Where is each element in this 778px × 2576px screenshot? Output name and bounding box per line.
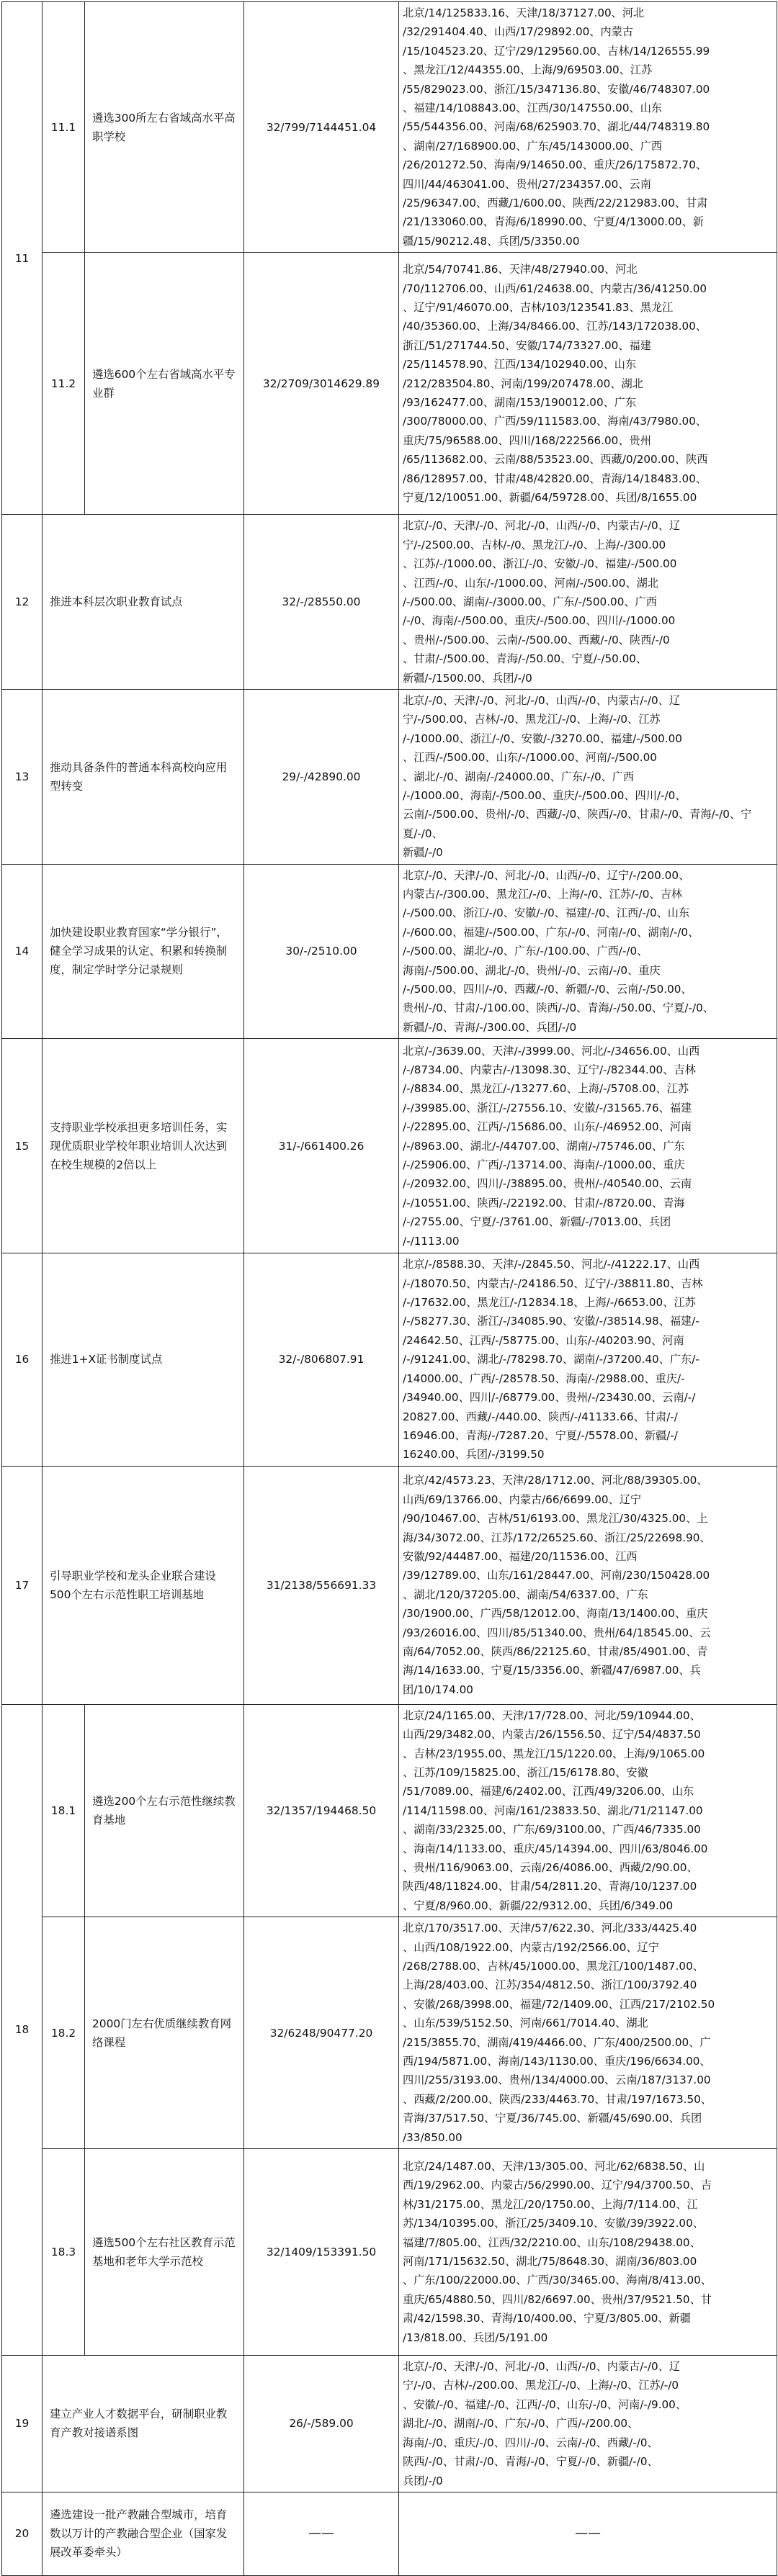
table-row [2,253,777,515]
task-table [1,1,777,2576]
province-distribution: 北京/24/1487.00、天津/13/305.00、河北/62/6838.50、山 西/19/2962.00、内蒙古/56/2990.00、辽宁/94/3700.50、吉 林/31/2175.00、黑龙江/20/1750.00、上海/7/114.00、江 苏/134/10395.00、浙江/25/3409.10、安徽/39/3922.00、 福建/7/805.00、江西/32/2210.00、山东/108/29438.00、 河南/171/15632.50、湖北/75/8648.30、湖南/36/803.00 、广东/100/22000.00、广西/30/3465.00、海南/8/413.00、 重庆/65/4880.50、四川/82/6697.00、贵州/37/9521.50、甘 肃/42/1598.30、青海/10/400.00、宁夏/3/805.00、新疆 /13/818.00、兵团/5/191.00 [399,2149,777,2356]
task-description: 遴选500个左右社区教育示范基地和老年大学示范校 [85,2149,244,2356]
summary-stat: 32/1357/194468.50 [244,1704,399,1917]
table-row [2,864,777,1039]
table-row [2,2149,777,2356]
table-row [2,1039,777,1253]
sub-item-number: 18.3 [43,2149,85,2356]
province-distribution: 北京/-/0、天津/-/0、河北/-/0、山西/-/0、内蒙古/-/0、辽 宁/-/500.00、吉林/-/0、黑龙江/-/0、上海/-/0、江苏 /-/1000.00、浙江/-/0、安徽/-/3270.00、福建/-/500.00 、江西/-/500.00、山东/-/1000.00、河南/-/500.00 、湖北/-/0、湖南/-/24000.00、广东/-/0、广西 /-/1000.00、海南/-/500.00、重庆/-/500.00、四川/-/0、 云南/-/500.00、贵州/-/0、西藏/-/0、陕西/-/0、甘肃/-/0、青海/-/0、宁夏/-/0、 新疆/-/0 [399,689,777,864]
sub-item-number: 18.2 [43,1917,85,2149]
summary-stat: 26/-/589.00 [244,2356,399,2492]
row-number: 19 [2,2356,43,2492]
province-distribution: —— [399,2492,777,2575]
province-distribution: 北京/14/125833.16、天津/18/37127.00、河北 /32/291404.40、山西/17/29892.00、内蒙古 /15/104523.20、辽宁/29/129560.00、吉林/14/126555.99 、黑龙江/12/44355.00、上海/9/69503.00、江苏 /55/829023.00、浙江/15/347136.80、安徽/46/748307.00 、福建/14/108843.00、江西/30/147550.00、山东 /55/544356.00、河南/68/625903.70、湖北/44/748319.80 、湖南/27/168900.00、广东/45/143000.00、广西 /26/201272.50、海南/9/14650.00、重庆/26/175872.70、 四川/44/463041.00、贵州/27/234357.00、云南 /25/96347.00、西藏/1/600.00、陕西/22/212983.00、甘肃 /21/133060.00、青海/6/18990.00、宁夏/4/13000.00、新 疆/15/90212.48、兵团/5/3350.00 [399,2,777,253]
task-description: 遴选600个左右省域高水平专业群 [85,253,244,515]
sub-item-number: 11.1 [43,2,85,253]
table-row [2,689,777,864]
task-description: 推动具备条件的普通本科高校向应用型转变 [43,689,244,864]
row-number: 17 [2,1466,43,1704]
summary-stat: 32/2709/3014629.89 [244,253,399,515]
summary-stat: 32/-/806807.91 [244,1253,399,1466]
row-number: 16 [2,1253,43,1466]
province-distribution: 北京/-/3639.00、天津/-/3999.00、河北/-/34656.00、山西 /-/8734.00、内蒙古/-/13098.30、辽宁/-/82344.00、吉林 /-/8834.00、黑龙江/-/13277.60、上海/-/5708.00、江苏 /-/39985.00、浙江/-/27556.10、安徽/-/31565.76、福建 /-/22895.00、江西/-/15686.00、山东/-/46952.00、河南 /-/8963.00、湖北/-/44707.00、湖南/-/75746.00、广东 /-/25906.00、广西/-/13714.00、海南/-/1000.00、重庆 /-/20932.00、四川/-/38895.00、贵州/-/40540.00、云南 /-/10551.00、陕西/-/22192.00、甘肃/-/8720.00、青海 /-/2755.00、宁夏/-/3761.00、新疆/-/7013.00、兵团 /-/1113.00 [399,1039,777,1253]
summary-stat: 31/-/661400.26 [244,1039,399,1253]
summary-stat: 32/1409/153391.50 [244,2149,399,2356]
sub-item-number: 18.1 [43,1704,85,1917]
province-distribution: 北京/42/4573.23、天津/28/1712.00、河北/88/39305.00、 山西/69/13766.00、内蒙古/66/6699.00、辽宁 /90/10467.00、吉林/51/6193.00、黑龙江/30/4325.00、上 海/34/3072.00、江苏/172/26525.60、浙江/25/22698.90、 安徽/92/44487.00、福建/20/11536.00、江西 /39/12789.00、山东/161/28447.00、河南/230/150428.00 、湖北/120/37205.00、湖南/54/6337.00、广东 /30/1900.00、广西/58/12012.00、海南/13/1400.00、重庆 /93/26016.00、四川/85/51340.00、贵州/64/18545.00、云 南/64/7052.00、陕西/86/22125.60、甘肃/85/4901.00、青 海/14/1633.00、宁夏/15/3356.00、新疆/47/6987.00、兵 团/10/174.00 [399,1466,777,1704]
task-description: 遴选建设一批产教融合型城市，培育数以万计的产教融合型企业（国家发展改革委牵头） [43,2492,244,2575]
table-row [2,2356,777,2492]
summary-stat: 31/2138/556691.33 [244,1466,399,1704]
province-distribution: 北京/-/0、天津/-/0、河北/-/0、山西/-/0、辽宁/-/200.00、 内蒙古/-/300.00、黑龙江/-/0、上海/-/0、江苏/-/0、吉林 /-/500.00、浙江/-/0、安徽/-/0、福建/-/0、江西/-/0、山东 /-/600.00、福建/-/500.00、广东/-/0、河南/-/0、湖南/-/0、 /-/500.00、湖北/-/0、广东/-/100.00、广西/-/0、 海南/-/500.00、湖北/-/0、贵州/-/0、云南/-/0、重庆 /-/500.00、四川/-/0、西藏/-/0、新疆/-/0、云南/-/50.00、 贵州/-/0、甘肃/-/100.00、陕西/-/0、青海/-/50.00、宁夏/-/0、 新疆/-/0、青海/-/300.00、兵团/-/0 [399,864,777,1039]
row-number: 12 [2,515,43,690]
task-description: 引导职业学校和龙头企业联合建设500个左右示范性职工培训基地 [43,1466,244,1704]
table-row [2,2492,777,2575]
summary-stat: 32/799/7144451.04 [244,2,399,253]
row-number: 11 [2,2,43,515]
province-distribution: 北京/-/0、天津/-/0、河北/-/0、山西/-/0、内蒙古/-/0、辽 宁/-/2500.00、吉林/-/0、黑龙江/-/0、上海/-/300.00 、江苏/-/1000.00、浙江/-/0、安徽/-/0、福建/-/500.00 、江西/-/0、山东/-/1000.00、河南/-/500.00、湖北 /-/500.00、湖南/-/3000.00、广东/-/500.00、广西 /-/0、海南/-/500.00、重庆/-/500.00、四川/-/1000.00 、贵州/-/500.00、云南/-/500.00、西藏/-/0、陕西/-/0 、甘肃/-/500.00、青海/-/50.00、宁夏/-/50.00、 新疆/-/1500.00、兵团/-/0 [399,515,777,690]
row-number: 13 [2,689,43,864]
summary-stat: —— [244,2492,399,2575]
row-number: 14 [2,864,43,1039]
task-description: 2000门左右优质继续教育网络课程 [85,1917,244,2149]
summary-stat: 30/-/2510.00 [244,864,399,1039]
table-row [2,515,777,690]
task-description: 遴选300所左右省域高水平高职学校 [85,2,244,253]
province-distribution: 北京/-/8588.30、天津/-/2845.50、河北/-/41222.17、山西 /-/18070.50、内蒙古/-/24186.50、辽宁/-/38811.80、吉林 /-/17632.00、黑龙江/-/12834.18、上海/-/6653.00、江苏 /-/58277.30、浙江/-/34085.90、安徽/-/38514.98、福建/- /24642.50、江西/-/58775.00、山东/-/40203.90、河南 /-/91241.00、湖北/-/78298.70、湖南/-/37200.40、广东/- /14000.00、广西/-/28578.50、海南/-/2988.00、重庆/- /34940.00、四川/-/68779.00、贵州/-/23430.00、云南/-/ 20827.00、西藏/-/440.00、陕西/-/41133.66、甘肃/-/ 16946.00、青海/-/7287.20、宁夏/-/5578.00、新疆/-/ 16240.00、兵团/-/3199.50 [399,1253,777,1466]
summary-stat: 32/-/28550.00 [244,515,399,690]
summary-stat: 32/6248/90477.20 [244,1917,399,2149]
task-description: 推进1+X证书制度试点 [43,1253,244,1466]
table-row [2,2,777,253]
table-row [2,1704,777,1917]
task-description: 建立产业人才数据平台，研制职业教育产教对接谱系图 [43,2356,244,2492]
table-row [2,1466,777,1704]
province-distribution: 北京/-/0、天津/-/0、河北/-/0、山西/-/0、内蒙古/-/0、辽 宁/-/0、吉林/-/200.00、黑龙江/-/0、上海/-/0、江苏/-/0 、安徽/-/0、福建/-/0、江西/-/0、山东/-/0、河南/-/9.00、 湖北/-/0、湖南/-/0、广东/-/0、广西/-/200.00、 海南/-/0、重庆/-/0、四川/-/0、云南/-/0、西藏/-/0、 陕西/-/0、甘肃/-/0、青海/-/0、宁夏/-/0、新疆/-/0、 兵团/-/0 [399,2356,777,2492]
province-distribution: 北京/54/70741.86、天津/48/27940.00、河北 /70/112706.00、山西/61/24638.00、内蒙古/36/41250.00 、辽宁/91/46070.00、吉林/103/123541.83、黑龙江 /40/35360.00、上海/34/8466.00、江苏/143/172038.00、 浙江/51/271744.50、安徽/174/73327.00、福建 /25/114578.90、江西/134/102940.00、山东 /212/283504.80、河南/199/207478.00、湖北 /93/162477.00、湖南/153/190012.00、广东 /300/78000.00、广西/59/111583.00、海南/43/7980.00、 重庆/75/96588.00、四川/168/222566.00、贵州 /65/113682.00、云南/88/53523.00、西藏/0/200.00、陕西 /86/128957.00、甘肃/48/42820.00、青海/14/18483.00、 宁夏/12/10051.00、新疆/64/59728.00、兵团/8/1655.00 [399,253,777,515]
row-number: 15 [2,1039,43,1253]
province-distribution: 北京/24/1165.00、天津/17/728.00、河北/59/10944.00、 山西/29/3482.00、内蒙古/26/1556.50、辽宁/54/4837.50 、吉林/23/1955.00、黑龙江/15/1220.00、上海/9/1065.00 、江苏/109/15825.00、浙江/15/6178.80、安徽 /51/7089.00、福建/6/2402.00、江西/49/3206.00、山东 /114/11598.00、河南/161/23833.50、湖北/71/21147.00 、湖南/33/2325.00、广东/69/3100.00、广西/46/7335.00 、海南/14/1133.00、重庆/45/14394.00、四川/63/8046.00 、贵州/116/9063.00、云南/26/4086.00、西藏/2/90.00、 陕西/48/11824.00、甘肃/54/2811.20、青海/10/1237.00 、宁夏/8/960.00、新疆/22/9312.00、兵团/6/349.00 [399,1704,777,1917]
sub-item-number: 11.2 [43,253,85,515]
row-number: 18 [2,1704,43,2355]
task-description: 支持职业学校承担更多培训任务，实现优质职业学校年职业培训人次达到在校生规模的2倍以上 [43,1039,244,1253]
task-description: 遴选200个左右示范性继续教育基地 [85,1704,244,1917]
summary-stat: 29/-/42890.00 [244,689,399,864]
row-number: 20 [2,2492,43,2575]
table-row [2,1253,777,1466]
province-distribution: 北京/170/3517.00、天津/57/622.30、河北/333/4425.40 、山西/108/1922.00、内蒙古/192/2566.00、辽宁 /268/2788.00、吉林/45/1000.00、黑龙江/100/1487.00、 上海/28/403.00、江苏/354/4812.50、浙江/100/3792.40 、安徽/268/3998.00、福建/72/1409.00、江西/217/2102.50 、山东/539/5152.50、河南/661/7014.40、湖北 /215/3855.70、湖南/419/4466.00、广东/400/2500.00、广 西/194/5871.00、海南/143/1130.00、重庆/196/6634.00、 四川/255/3193.00、贵州/134/4000.00、云南/187/3137.00 、西藏/2/200.00、陕西/233/4463.70、甘肃/197/1673.50、 青海/37/517.50、宁夏/36/745.00、新疆/45/690.00、兵团 /33/850.00 [399,1917,777,2149]
task-description: 推进本科层次职业教育试点 [43,515,244,690]
task-description: 加快建设职业教育国家“学分银行”，健全学习成果的认定、积累和转换制度，制定学时学分记录规则 [43,864,244,1039]
table-row [2,1917,777,2149]
